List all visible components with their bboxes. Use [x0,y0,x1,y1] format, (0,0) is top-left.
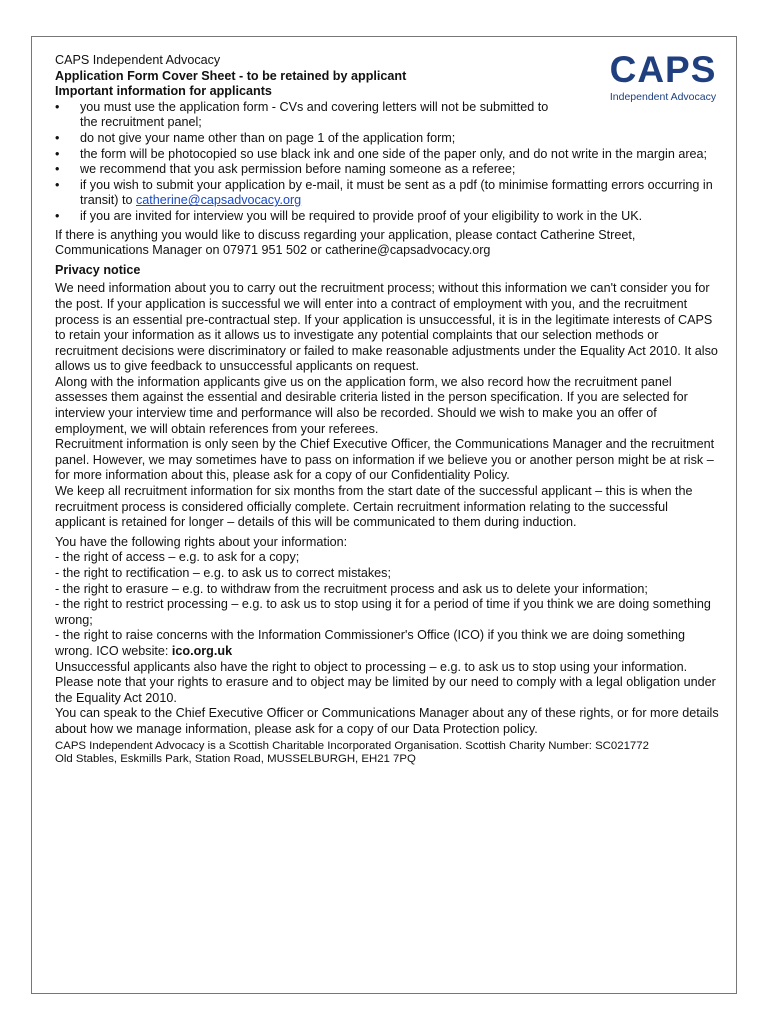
rights-intro: You have the following rights about your information: [55,534,348,549]
list-item-email [80,178,740,209]
contact-paragraph: If there is anything you would like to discuss regarding your application, please contact Catherine Street, Communications Manager on 07971 951 502 or catherine@capsadvocacy.org [55,227,636,258]
charity-footer: CAPS Independent Advocacy is a Scottish Charitable Incorporated Organisation. Scottish Charity Number: SC021772 [55,739,649,752]
right-rectification: - the right to rectification – e.g. to ask us to correct mistakes; [55,566,391,580]
list-item: • we recommend that you ask permission before naming someone as a referee; [80,162,740,178]
instructions-list [55,100,740,225]
document-page [31,36,737,994]
privacy-paragraph-3: Recruitment information is only seen by the Chief Executive Officer, the Communications Manager and the recruitment panel. However, we may sometimes have to pass on information if we believe you or another person might be at risk – for more information about this, please ask for a copy of our Confidentiality Policy. [55,437,715,483]
object-paragraph: Unsuccessful applicants also have the right to object to processing – e.g. to ask us to stop using your information. [55,659,688,674]
document-title: Application Form Cover Sheet - to be retained by applicant [55,68,407,83]
privacy-heading: Privacy notice [55,262,141,277]
important-heading: Important information for applicants [55,84,272,99]
org-name: CAPS Independent Advocacy [55,53,221,67]
email-link[interactable]: catherine@capsadvocacy.org [136,193,302,208]
address-footer: Old Stables, Eskmills Park, Station Road, MUSSELBURGH, EH21 7PQ [55,753,416,766]
list-item: • if you are invited for interview you will be required to provide proof of your eligibility to work in the UK. [80,209,740,225]
privacy-paragraph-1: We need information about you to carry out the recruitment process; without this information we can't consider you for the post. If your application is successful we will enter into a contract of employment with you, and the recruitment process is an essential pre-contractual step. If your application is unsuccessful, it is in the legitimate interests of CAPS to retain your information as it allows us to investigate any potential complaints that our selection methods or recruitment decisions were discriminatory or failed to make reasonable adjustments under the Equality Act 2010. It also allows us to give feedback to unsuccessful applicants on request. [55,281,718,374]
privacy-paragraph-4: We keep all recruitment information for six months from the start date of the successful applicant – this is when the recruitment process is considered officially complete. Certain recruitment information relating to the successful applicant is retained for longer – details of this will be communicated to them during induction. [55,484,693,530]
right-restrict: - the right to restrict processing – e.g. to ask us to stop using it for a period of time if you think we are doing something wrong; [55,597,711,627]
email-bullet-text: if you wish to submit your application by e-mail, it must be sent as a pdf (to minimise formatting errors occurring in transit) to [80,177,713,208]
logo-mark: CAPS [609,49,717,90]
right-access: - the right of access – e.g. to ask for a copy; [55,550,300,565]
right-concerns-text: - the right to raise concerns with the Information Commissioner's Office (ICO) if you think we are doing something wrong. ICO website: [55,628,686,658]
list-item: • you must use the application form - CVs and covering letters will not be submitted to the recruitment panel; [80,100,550,131]
speak-paragraph: You can speak to the Chief Executive Officer or Communications Manager about any of these rights, or for more details about how we manage information, please ask for a copy of our Data Protection policy. [55,706,719,736]
list-item: • the form will be photocopied so use black ink and one side of the paper only, and do not write in the margin area; [80,147,740,163]
right-concerns [55,628,720,659]
logo-subtitle: Independent Advocacy [609,91,717,103]
ico-website: ico.org.uk [171,643,233,658]
right-erasure: - the right to erasure – e.g. to withdraw from the recruitment process and ask us to delete your information; [55,581,648,596]
privacy-paragraph-2: Along with the information applicants give us on the application form, we also record how the recruitment panel assesses them against the essential and desirable criteria listed in the person specification. If you are selected for interview your interview time and performance will also be recorded. Should we wish to make you an offer of employment, we will obtain references from your referees. [55,374,688,436]
list-item: • do not give your name other than on page 1 of the application form; [80,131,740,147]
note-paragraph: Please note that your rights to erasure and to object may be limited by our need to comply with a legal obligation under the Equality Act 2010. [55,675,716,705]
document-content [55,49,720,767]
